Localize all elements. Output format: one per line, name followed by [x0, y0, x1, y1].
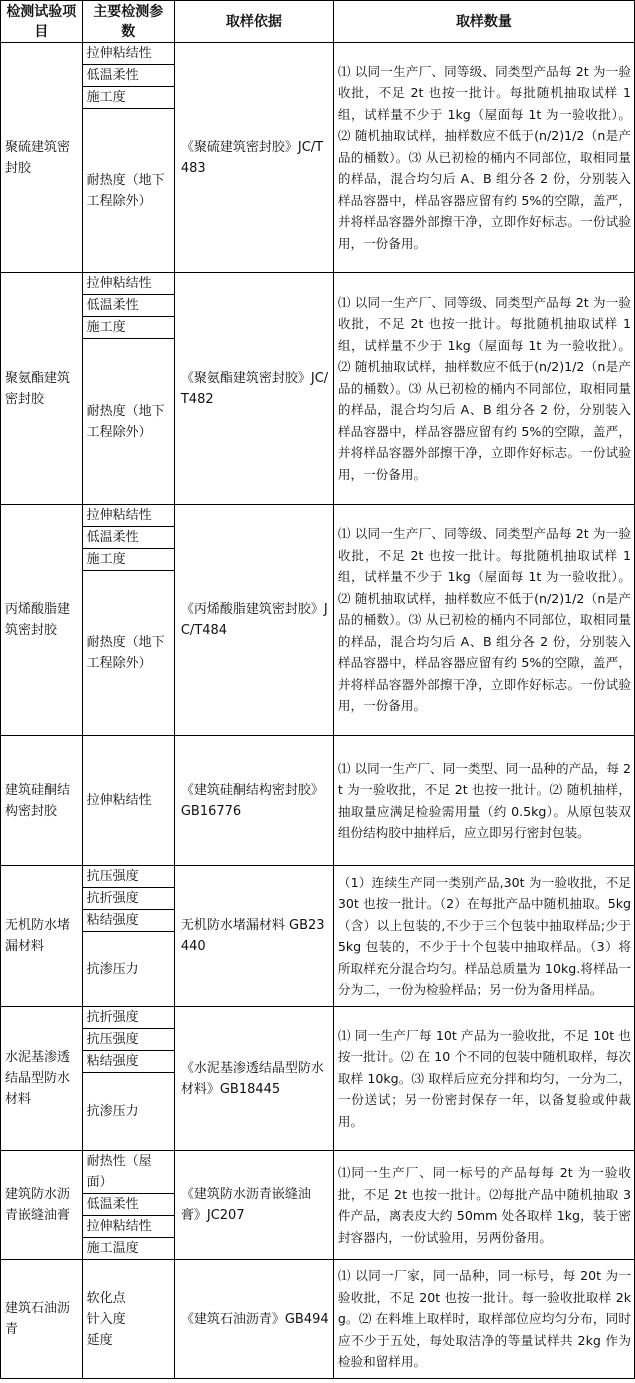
param-cell: 抗渗压力 — [82, 1073, 174, 1151]
table-row — [1, 273, 635, 295]
table-row — [1, 1007, 635, 1029]
table-row — [1, 1260, 635, 1379]
item-cell: 水泥基渗透结晶型防水材料 — [1, 1007, 83, 1151]
qty-cell: ⑴ 以同一生产厂、同等级、同类型产品每 2t 为一验收批，不足 2t 也按一批计。每批随机抽取试样 1 组，试样量不少于 1kg（屋面每 1t 为一验收批）。⑵ 随机抽取试样，抽样数应不低于(n/2)1/2（n是产品的桶数）。⑶ 从已初检的桶内不同部位，取相同量的样品，混合均匀后 A、B 组分各 2 份，分别装入样品容器中，样品容器应留有约 5%的空隙，盖严，并将样品容器外部擦干净，立即作好标志。一份试验用，一份备用。 — [333, 43, 634, 273]
table-row — [1, 736, 635, 866]
header-row — [1, 1, 635, 43]
param-cell: 抗渗压力 — [82, 932, 174, 1007]
qty-cell: ⑴ 以同一生产厂、同一类型、同一品种的产品，每 2t 为一验收批，不足 2t 也按一批计。⑵ 随机抽样，抽取量应满足检验需用量（约 0.5kg）。从原包装双组份结构胶中抽样后，应立即另行密封包装。 — [333, 736, 634, 866]
param: 软化点 — [86, 1290, 126, 1306]
qty-cell: ⑴ 以同一生产厂、同等级、同类型产品每 2t 为一验收批，不足 2t 也按一批计。每批随机抽取试样 1 组，试样量不少于 1kg（屋面每 1t 为一验收批）。⑵ 随机抽取试样，抽样数应不低于(n/2)1/2（n是产品的桶数）。⑶ 从已初检的桶内不同部位，取相同量的样品，混合均匀后 A、B 组分各 2 份，分别装入样品容器中，样品容器应留有约 5%的空隙，盖严，并将样品容器外部擦干净，立即作好标志。一份试验用，一份备用。 — [333, 505, 634, 736]
item-cell: 建筑硅酮结构密封胶 — [1, 736, 83, 866]
basis-cell: 《聚氨酯建筑密封胶》JC/T482 — [174, 273, 333, 505]
param-cell: 拉伸粘结性 — [82, 1216, 174, 1238]
param: 延度 — [86, 1332, 113, 1348]
item-cell: 建筑石油沥青 — [1, 1260, 83, 1379]
header-item: 检测试验项目 — [1, 1, 83, 43]
param-cell — [82, 1260, 174, 1379]
param-cell: 施工温度 — [82, 1238, 174, 1260]
param-cell: 耐热度（地下工程除外） — [82, 339, 174, 505]
param-cell: 拉伸粘结性 — [82, 736, 174, 866]
header-qty: 取样数量 — [333, 1, 634, 43]
item-cell: 聚硫建筑密封胶 — [1, 43, 83, 273]
header-params: 主要检测参数 — [82, 1, 174, 43]
param-cell: 粘结强度 — [82, 1051, 174, 1073]
param-cell: 耐热性（屋面） — [82, 1151, 174, 1194]
item-cell: 无机防水堵漏材料 — [1, 866, 83, 1007]
basis-cell: 无机防水堵漏材料 GB23440 — [174, 866, 333, 1007]
basis-cell: 《建筑硅酮结构密封胶》GB16776 — [174, 736, 333, 866]
item-cell: 聚氨酯建筑密封胶 — [1, 273, 83, 505]
param-cell: 抗压强度 — [82, 866, 174, 888]
header-basis: 取样依据 — [174, 1, 333, 43]
table-row — [1, 866, 635, 888]
qty-cell: ⑴ 同一生产厂每 10t 产品为一验收批，不足 10t 也按一批计。⑵ 在 10 个不同的包装中随机取样，每次取样 10kg。⑶ 取样后应充分拌和均匀，一分为二，一份送试；另一份密封保存一年，以备复验或仲裁用。 — [333, 1007, 634, 1151]
param-cell: 抗折强度 — [82, 1007, 174, 1029]
table-row — [1, 505, 635, 527]
table-row — [1, 43, 635, 65]
basis-cell: 《建筑石油沥青》GB494 — [174, 1260, 333, 1379]
param-cell: 低温柔性 — [82, 1194, 174, 1216]
qty-cell: ⑴同一生产厂、同一标号的产品每每 2t 为一验收批，不足 2t 也按一批计。⑵每批产品中随机抽取 3 件产品，离表皮大约 50mm 处各取样 1kg，装于密封容器内，一份试验用，另两份备用。 — [333, 1151, 634, 1260]
item-cell: 丙烯酸脂建筑密封胶 — [1, 505, 83, 736]
param-cell: 低温柔性 — [82, 527, 174, 549]
param-cell: 抗压强度 — [82, 1029, 174, 1051]
param-cell: 拉伸粘结性 — [82, 273, 174, 295]
param-cell: 施工度 — [82, 317, 174, 339]
param-cell: 低温柔性 — [82, 65, 174, 87]
param: 针入度 — [86, 1311, 126, 1327]
param-cell: 拉伸粘结性 — [82, 43, 174, 65]
qty-cell: （1）连续生产同一类别产品,30t 为一验收批，不足 30t 也按一批计。（2）在每批产品中随机抽取。5kg（含）以上包装的,不少于三个包装中抽取样品;少于 5kg 包装的，不少于十个包装中抽取样品。（3）将所取样充分混合均匀。样品总质量为 10kg.将样品一分为二，一份为检验样品；另一份为备用样品。 — [333, 866, 634, 1007]
param-cell: 抗折强度 — [82, 888, 174, 910]
item-cell: 建筑防水沥青嵌缝油膏 — [1, 1151, 83, 1260]
qty-cell: ⑴ 以同一生产厂、同等级、同类型产品每 2t 为一验收批，不足 2t 也按一批计。每批随机抽取试样 1 组，试样量不少于 1kg（屋面每 1t 为一验收批）。⑵ 随机抽取试样，抽样数应不低于(n/2)1/2（n是产品的桶数）。⑶ 从已初检的桶内不同部位，取相同量的样品，混合均匀后 A、B 组分各 2 份，分别装入样品容器中，样品容器应留有约 5%的空隙，盖严，并将样品容器外部擦干净，立即作好标志。一份试验用，一份备用。 — [333, 273, 634, 505]
basis-cell: 《建筑防水沥青嵌缝油膏》JC207 — [174, 1151, 333, 1260]
param-cell: 耐热度（地下工程除外） — [82, 571, 174, 736]
param-cell: 施工度 — [82, 87, 174, 109]
qty-cell: ⑴ 以同一厂家，同一品种，同一标号，每 20t 为一验收批，不足 20t 也按一批计。每一验收批取样 2kg。⑵ 在料堆上取样时，取样部位应均匀分布，同时应不少于五处，每处取洁净的等量试样共 2kg 作为检验和留样用。 — [333, 1260, 634, 1379]
param-cell: 耐热度（地下工程除外） — [82, 109, 174, 273]
basis-cell: 《水泥基渗透结晶型防水材料》GB18445 — [174, 1007, 333, 1151]
param-cell: 施工度 — [82, 549, 174, 571]
basis-cell: 《丙烯酸脂建筑密封胶》JC/T484 — [174, 505, 333, 736]
param-cell: 粘结强度 — [82, 910, 174, 932]
param-cell: 低温柔性 — [82, 295, 174, 317]
basis-cell: 《聚硫建筑密封胶》JC/T483 — [174, 43, 333, 273]
table-row — [1, 1151, 635, 1194]
param-cell: 拉伸粘结性 — [82, 505, 174, 527]
